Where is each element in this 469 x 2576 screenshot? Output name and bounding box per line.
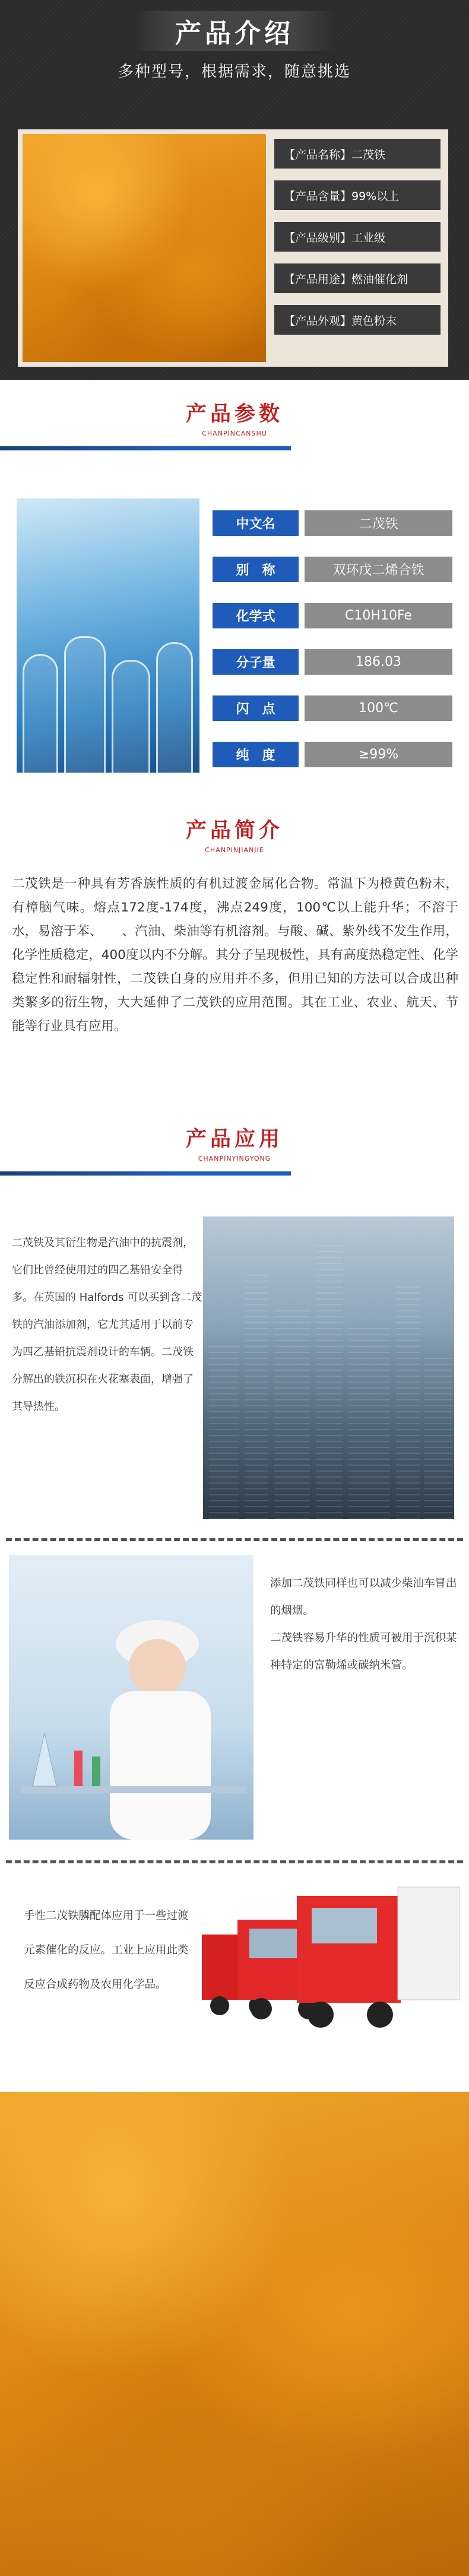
params-row (213, 695, 452, 721)
info-item-appearance: 【产品外观】黄色粉末 (274, 305, 441, 335)
brief-title: 产品简介 (185, 819, 283, 843)
intro-title-bar (134, 11, 335, 51)
info-item-grade: 【产品级别】工业级 (274, 222, 441, 252)
params-row (213, 510, 452, 536)
app-section (0, 1098, 469, 2576)
params-divider (0, 446, 291, 450)
brief-text: 二茂铁是一种具有芳香族性质的有机过渡金属化合物。常温下为橙黄色粉末，有樟脑气味。熔点172度-174度，沸点249度，100℃以上能升华；不溶于水，易溶于苯、 、汽油、柴油等有机溶剂。与酸、碱、紫外线不发生作用，化学性质稳定，400度以内不分解。其分子呈现极性，具有高度热稳定性、化学稳定性和耐辐射性，二茂铁自身的应用并不多，但用已知的方法可以合成出种类繁多的衍生物，大大延伸了二茂铁的应用范围。其在工业、农业、航天、节能等行业具有应用。 (12, 876, 458, 1034)
params-key: 化学式 (213, 603, 299, 628)
app-title: 产品应用 (185, 1127, 283, 1151)
product-info-list (274, 139, 441, 347)
trucks-illustration (202, 1863, 460, 2053)
params-row (213, 557, 452, 582)
trucks-image (202, 1863, 460, 2053)
params-key: 分子量 (213, 649, 299, 675)
params-value: 100℃ (305, 695, 452, 721)
intro-section (0, 0, 469, 380)
lab-glassware-image (17, 498, 199, 773)
params-section (0, 380, 469, 783)
params-row (213, 649, 452, 675)
intro-panel (18, 129, 448, 367)
info-item-name: 【产品名称】二茂铁 (274, 139, 441, 169)
params-value: ≥99% (305, 742, 452, 767)
params-pinyin: CHANPINCANSHU (202, 430, 267, 437)
intro-subtitle: 多种型号，根据需求，随意挑选 (118, 63, 351, 81)
params-row (213, 603, 452, 628)
params-value: C10H10Fe (305, 603, 452, 628)
brief-section (0, 783, 469, 1098)
app-text-fuel: 二茂铁及其衍生物是汽油中的抗震剂，它们比曾经使用过的四乙基铅安全得多。在英国的 Halfords 可以买到含二茂铁的汽油添加剂，它尤其适用于以前专为四乙基铅抗震剂设计的车辆。二茂铁分解出的铁沉积在火花塞表面，增强了其导热性。 (12, 1237, 202, 1413)
lab-scientist-image (9, 1555, 253, 1840)
app-divider (0, 1171, 291, 1176)
app-text-diesel (270, 1570, 460, 1679)
app-text-catalysis: 手性二茂铁膦配体应用于一些过渡元素催化的反应。工业上应用此类反应合成药物及农用化学品。 (24, 1910, 189, 1991)
brief-pinyin: CHANPINJIANJIE (205, 846, 264, 854)
params-row (213, 742, 452, 767)
product-powder-closeup-image (0, 2092, 469, 2576)
scientist-illustration (9, 1555, 253, 1840)
app-dashed-divider (6, 1538, 463, 1541)
params-value: 186.03 (305, 649, 452, 675)
app-text-diesel-b: 二茂铁容易升华的性质可被用于沉积某种特定的富勒烯或碳纳米管。 (270, 1632, 457, 1672)
app-text-diesel-a: 添加二茂铁同样也可以减少柴油车冒出的烟烟。 (270, 1577, 457, 1617)
params-value: 双环戊二烯合铁 (305, 557, 452, 582)
params-key: 别 称 (213, 557, 299, 582)
params-title: 产品参数 (185, 402, 283, 426)
app-pinyin: CHANPINYINGYONG (198, 1155, 271, 1162)
params-table (213, 510, 452, 788)
info-item-content: 【产品含量】99%以上 (274, 180, 441, 210)
intro-title: 产品介绍 (175, 18, 294, 49)
product-powder-image (23, 134, 266, 362)
params-key: 闪 点 (213, 695, 299, 721)
info-item-usage: 【产品用途】燃油催化剂 (274, 263, 441, 293)
params-value: 二茂铁 (305, 510, 452, 536)
city-skyline-image (203, 1216, 454, 1519)
params-key: 中文名 (213, 510, 299, 536)
params-key: 纯 度 (213, 742, 299, 767)
